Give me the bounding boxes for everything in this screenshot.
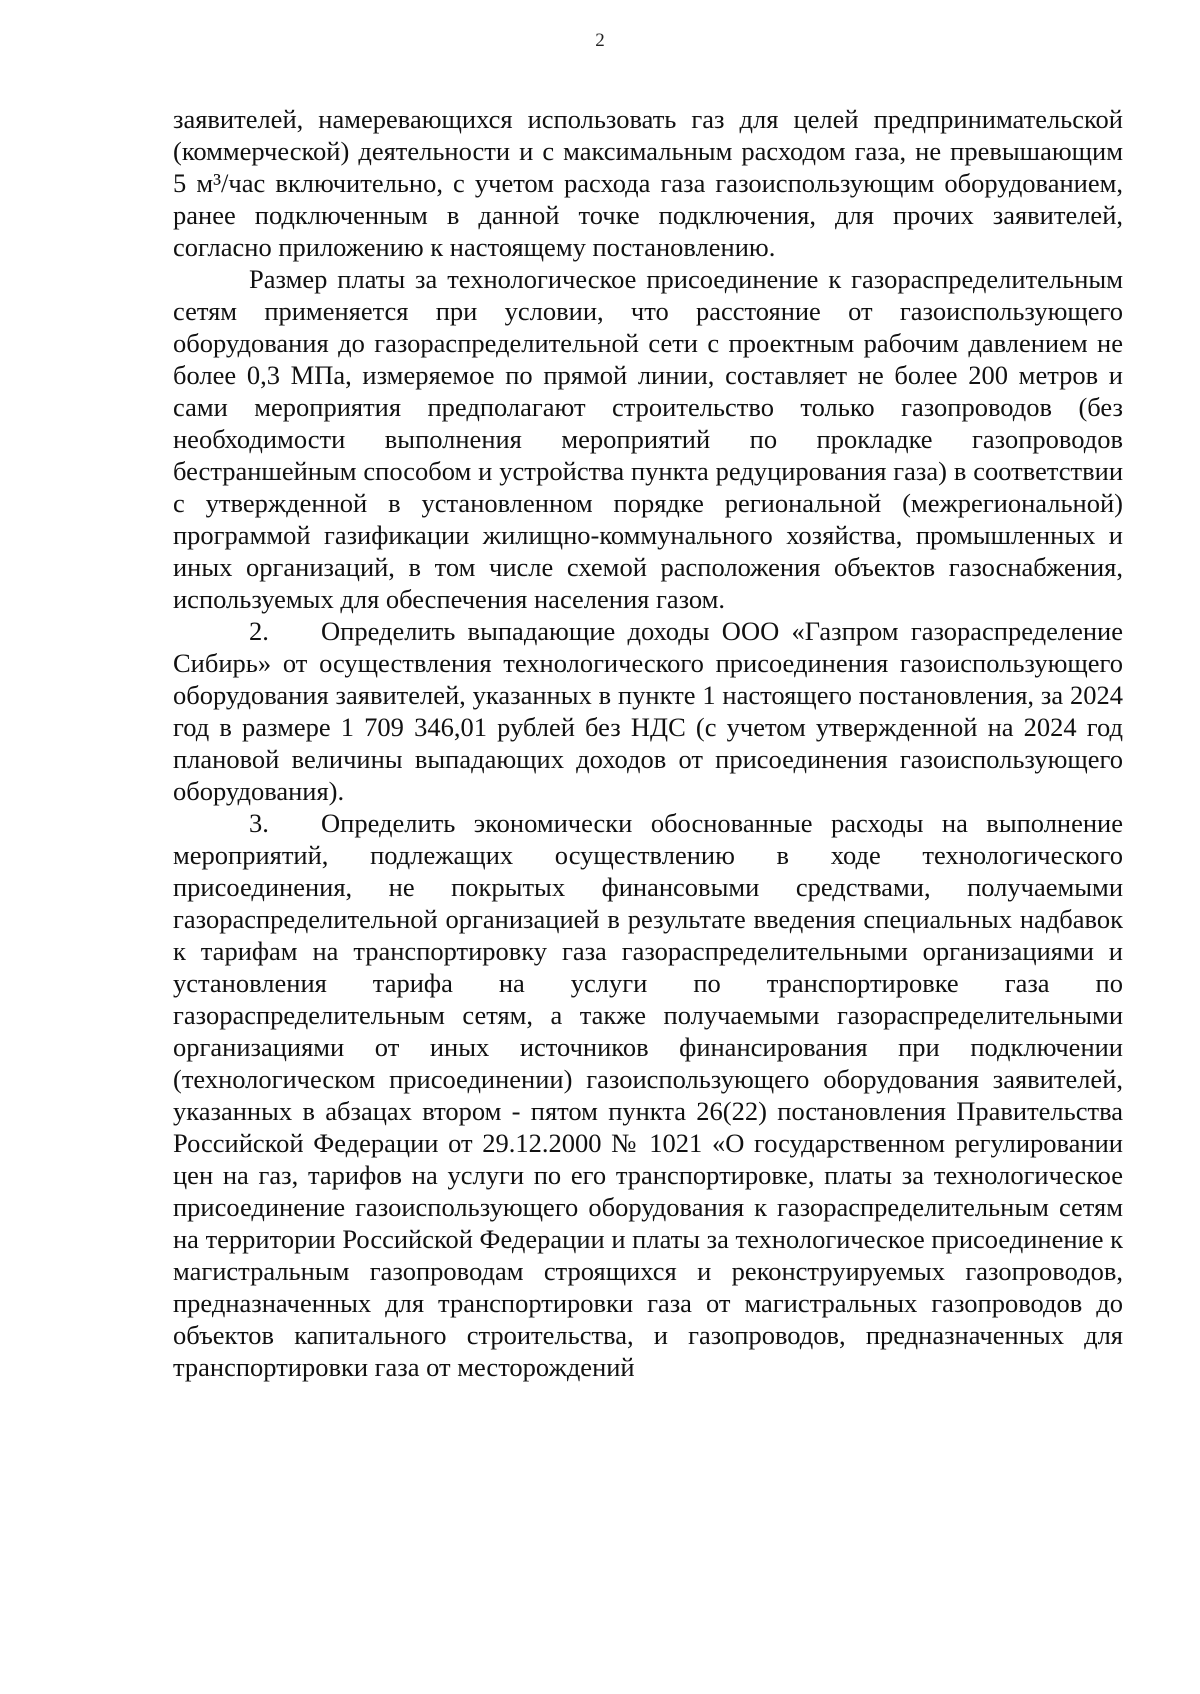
item-text: Определить выпадающие доходы ООО «Газпром газораспределение Сибирь» от осуществления технологического присоединения газоиспользующего оборудования заявителей, указанных в пункте 1 настоящего постановления, за 2024 год в размере 1 709 346,01 рублей без НДС (с учетом утвержденной на 2024 год плановой величины выпадающих доходов от присоединения газоиспользующего оборудования). bbox=[173, 616, 1123, 806]
paragraph-continuation: заявителей, намеревающихся использовать газ для целей предпринимательской (коммерческой) деятельности и с максимальным расходом газа, не превышающим 5 м³/час включительно, с учетом расхода газа газоиспользующим оборудованием, ранее подключенным в данной точке подключения, для прочих заявителей, согласно приложению к настоящему постановлению. bbox=[173, 104, 1123, 262]
paragraph-item-3 bbox=[173, 807, 1123, 1383]
paragraph-item-2 bbox=[173, 615, 1123, 807]
page-number: 2 bbox=[595, 30, 605, 51]
paragraph-fee-conditions: Размер платы за технологическое присоединение к газораспределительным сетям применяется при условии, что расстояние от газоиспользующего оборудования до газораспределительной сети с проектным рабочим давлением не более 0,3 МПа, измеряемое по прямой линии, составляет не более 200 метров и сами мероприятия предполагают строительство только газопроводов (без необходимости выполнения мероприятий по прокладке газопроводов бестраншейным способом и устройства пункта редуцирования газа) в соответствии с утвержденной в установленном порядке региональной (межрегиональной) программой газификации жилищно-коммунального хозяйства, промышленных и иных организаций, в том числе схемой расположения объектов газоснабжения, используемых для обеспечения населения газом. bbox=[173, 264, 1123, 614]
item-number: 3. bbox=[249, 808, 269, 838]
item-number: 2. bbox=[249, 616, 269, 646]
document-body bbox=[173, 103, 1123, 1383]
item-text: Определить экономически обоснованные расходы на выполнение мероприятий, подлежащих осуществлению в ходе технологического присоединения, не покрытых финансовыми средствами, получаемыми газораспределительной организацией в результате введения специальных надбавок к тарифам на транспортировку газа газораспределительными организациями и установления тарифа на услуги по транспортировке газа по газораспределительным сетям, а также получаемыми газораспределительными организациями от иных источников финансирования при подключении (технологическом присоединении) газоиспользующего оборудования заявителей, указанных в абзацах втором - пятом пункта 26(22) постановления Правительства Российской Федерации от 29.12.2000 № 1021 «О государственном регулировании цен на газ, тарифов на услуги по его транспортировке, платы за технологическое присоединение газоиспользующего оборудования к газораспределительным сетям на территории Российской Федерации и платы за технологическое присоединение к магистральным газопроводам строящихся и реконструируемых газопроводов, предназначенных для транспортировки газа от магистральных газопроводов до объектов капитального строительства, и газопроводов, предназначенных для транспортировки газа от месторождений bbox=[173, 808, 1123, 1382]
